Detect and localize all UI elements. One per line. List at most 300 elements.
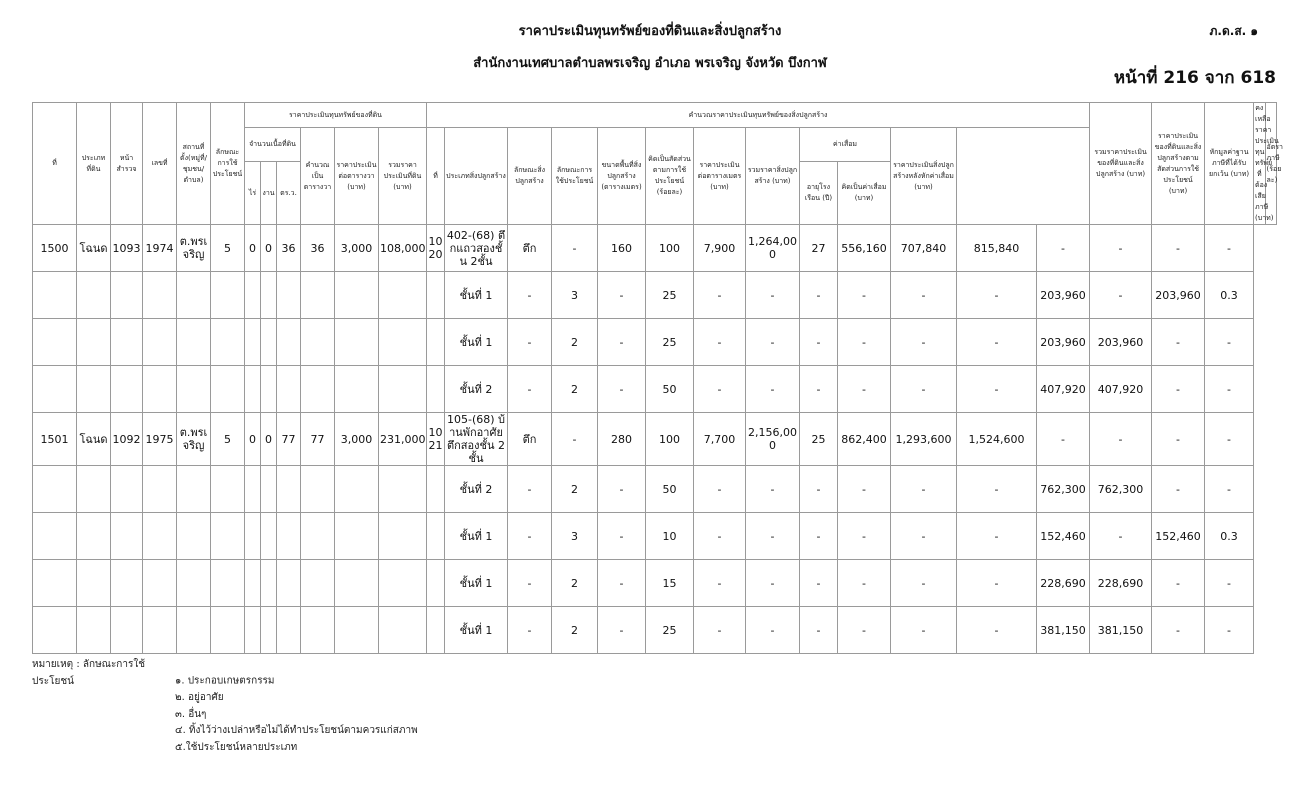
cell-exemption: 203,960 [1090,319,1152,366]
cell-age: - [800,560,838,607]
cell-b-area: 160 [598,225,646,272]
col-building-after-dep: ราคาประเมินสิ่งปลูกสร้างหลังหักค่าเสื่อม (บาท) [891,128,957,225]
cell-sum-all: - [957,466,1037,513]
cell-b-ratio: 50 [646,366,694,413]
cell-b-price-sqm: 7,700 [694,413,746,466]
cell-sum-ratio: 381,150 [1037,607,1090,654]
cell-age: - [800,319,838,366]
cell-rai [245,466,261,513]
cell-b-no: 1020 [427,225,445,272]
cell-b-type: 105-(68) บ้านพักอาศัยตึกสองชั้น 2ชั้น [445,413,508,466]
cell-b-ratio: 15 [646,560,694,607]
col-price-per-wa: ราคาประเมินต่อตารางวา (บาท) [335,128,379,225]
cell-sum-ratio: 228,690 [1037,560,1090,607]
cell-dep-value: 556,160 [838,225,891,272]
table-row [33,607,1277,654]
cell-usage [211,319,245,366]
cell-b-price-sqm: - [694,319,746,366]
cell-land-total: 108,000 [379,225,427,272]
cell-b-area: - [598,607,646,654]
cell-tax-rate: - [1205,413,1254,466]
cell-no [33,513,77,560]
cell-b-price-sqm: - [694,272,746,319]
cell-sum-ratio: 762,300 [1037,466,1090,513]
cell-land-total [379,607,427,654]
cell-land-total [379,560,427,607]
cell-sum-all: 815,840 [957,225,1037,272]
cell-price-per-wa [335,513,379,560]
cell-taxable: 203,960 [1152,272,1205,319]
cell-wa [277,466,301,513]
cell-b-total: - [746,607,800,654]
cell-exemption: 381,150 [1090,607,1152,654]
cell-number [143,560,177,607]
cell-ngan [261,272,277,319]
cell-exemption: 762,300 [1090,466,1152,513]
cell-number [143,272,177,319]
cell-sum-ratio: 152,460 [1037,513,1090,560]
cell-calc-wa: 36 [301,225,335,272]
cell-sum-all: - [957,366,1037,413]
cell-location [177,366,211,413]
cell-ngan: 0 [261,413,277,466]
cell-b-total: - [746,366,800,413]
cell-taxable: 152,460 [1152,513,1205,560]
col-wa: ตร.ว. [277,162,301,225]
cell-land-total [379,466,427,513]
cell-tax-rate: 0.3 [1205,272,1254,319]
cell-b-after-dep: - [891,513,957,560]
col-land-type: ประเภทที่ดิน [77,103,111,225]
cell-b-after-dep: 1,293,600 [891,413,957,466]
col-taxable: คงเหลือราคาประเมินทุนทรัพย์ที่ต้องเสียภาษี (บาท) [1254,103,1265,225]
col-building-type: ประเภทสิ่งปลูกสร้าง [445,128,508,225]
cell-age: - [800,366,838,413]
cell-b-kind: ตึก [508,225,552,272]
cell-price-per-wa: 3,000 [335,225,379,272]
cell-location [177,466,211,513]
cell-calc-wa [301,607,335,654]
cell-rai [245,560,261,607]
cell-exemption: 228,690 [1090,560,1152,607]
cell-b-area: - [598,513,646,560]
cell-usage [211,466,245,513]
cell-survey-page [111,366,143,413]
cell-b-type: ชั้นที่ 1 [445,272,508,319]
table-row [33,466,1277,513]
cell-wa [277,513,301,560]
cell-taxable: - [1152,319,1205,366]
cell-dep-value: - [838,319,891,366]
cell-b-after-dep: - [891,319,957,366]
cell-b-type: ชั้นที่ 1 [445,560,508,607]
cell-land-total [379,272,427,319]
col-building-kind: ลักษณะสิ่งปลูกสร้าง [508,128,552,225]
cell-wa: 36 [277,225,301,272]
cell-b-area: - [598,319,646,366]
cell-ngan [261,466,277,513]
col-no: ที่ [33,103,77,225]
cell-b-type: ชั้นที่ 1 [445,607,508,654]
cell-exemption: - [1090,513,1152,560]
cell-no [33,272,77,319]
cell-no: 1500 [33,225,77,272]
cell-ngan [261,366,277,413]
cell-land-type [77,319,111,366]
cell-b-after-dep: - [891,366,957,413]
cell-taxable: - [1152,466,1205,513]
cell-price-per-wa: 3,000 [335,413,379,466]
table-row [33,560,1277,607]
cell-usage [211,272,245,319]
cell-wa [277,272,301,319]
col-age: อายุโรงเรือน (ปี) [800,162,838,225]
cell-survey-page: 1093 [111,225,143,272]
cell-wa: 77 [277,413,301,466]
notes-section [32,657,418,756]
cell-land-total: 231,000 [379,413,427,466]
cell-age: 27 [800,225,838,272]
cell-age: - [800,607,838,654]
table-row [33,366,1277,413]
cell-number [143,366,177,413]
cell-b-kind: - [508,560,552,607]
cell-sum-all: - [957,607,1037,654]
cell-b-area: 280 [598,413,646,466]
cell-b-ratio: 100 [646,413,694,466]
cell-survey-page [111,272,143,319]
cell-b-price-sqm: - [694,560,746,607]
cell-b-area: - [598,272,646,319]
cell-land-type [77,560,111,607]
cell-calc-wa [301,560,335,607]
cell-survey-page [111,466,143,513]
cell-land-type [77,607,111,654]
cell-land-type [77,513,111,560]
cell-survey-page: 1092 [111,413,143,466]
cell-sum-ratio: - [1037,225,1090,272]
cell-taxable: - [1152,560,1205,607]
col-exemption: หักมูลค่าฐานภาษีที่ได้รับยกเว้น (บาท) [1205,103,1254,225]
cell-b-usage: 2 [552,366,598,413]
cell-usage [211,560,245,607]
cell-land-type: โฉนด [77,413,111,466]
cell-land-total [379,366,427,413]
cell-b-no [427,366,445,413]
cell-taxable: - [1152,607,1205,654]
cell-number [143,607,177,654]
cell-b-no [427,466,445,513]
cell-number [143,466,177,513]
cell-b-usage: 2 [552,560,598,607]
cell-land-type [77,366,111,413]
table-row [33,319,1277,366]
cell-b-total: - [746,513,800,560]
cell-no [33,607,77,654]
cell-location [177,560,211,607]
cell-rai [245,272,261,319]
cell-usage: 5 [211,413,245,466]
cell-wa [277,560,301,607]
cell-b-area: - [598,366,646,413]
cell-b-price-sqm: - [694,466,746,513]
cell-wa [277,607,301,654]
cell-land-type: โฉนด [77,225,111,272]
col-number: เลขที่ [143,103,177,225]
cell-number [143,319,177,366]
cell-no [33,366,77,413]
cell-b-price-sqm: 7,900 [694,225,746,272]
cell-b-price-sqm: - [694,607,746,654]
cell-price-per-wa [335,319,379,366]
cell-age: - [800,513,838,560]
cell-b-type: 402-(68) ตึกแถวสองชั้น 2ชั้น [445,225,508,272]
cell-b-kind: - [508,466,552,513]
cell-price-per-wa [335,560,379,607]
cell-b-no [427,607,445,654]
cell-age: 25 [800,413,838,466]
cell-dep-value: - [838,607,891,654]
cell-ngan [261,319,277,366]
cell-b-total: 1,264,000 [746,225,800,272]
cell-b-after-dep: - [891,466,957,513]
cell-b-area: - [598,560,646,607]
cell-location: ต.พรเจริญ [177,413,211,466]
cell-rai: 0 [245,413,261,466]
cell-dep-value: - [838,366,891,413]
cell-location [177,319,211,366]
cell-calc-wa [301,272,335,319]
cell-b-kind: - [508,513,552,560]
cell-usage [211,513,245,560]
cell-b-price-sqm: - [694,513,746,560]
col-building-area: ขนาดพื้นที่สิ่งปลูกสร้าง (ตารางเมตร) [598,128,646,225]
cell-taxable: - [1152,413,1205,466]
note-item: ๑. ประกอบเกษตรกรรม [175,675,275,687]
cell-age: - [800,272,838,319]
cell-b-kind: ตึก [508,413,552,466]
cell-ngan [261,560,277,607]
col-rai: ไร่ [245,162,261,225]
cell-usage: 5 [211,225,245,272]
col-tax-rate: อัตราภาษี (ร้อยละ) [1265,103,1276,225]
group-depreciation: ค่าเสื่อม [800,128,891,162]
cell-location: ต.พรเจริญ [177,225,211,272]
table-row [33,513,1277,560]
cell-b-usage: - [552,225,598,272]
table-row [33,272,1277,319]
cell-dep-value: - [838,560,891,607]
cell-sum-ratio: 203,960 [1037,272,1090,319]
cell-dep-value: 862,400 [838,413,891,466]
cell-sum-ratio: 407,920 [1037,366,1090,413]
cell-calc-wa [301,319,335,366]
cell-b-area: - [598,466,646,513]
col-dep-value: คิดเป็นค่าเสื่อม (บาท) [838,162,891,225]
cell-b-ratio: 25 [646,607,694,654]
cell-b-total: - [746,560,800,607]
cell-sum-all: - [957,319,1037,366]
cell-dep-value: - [838,272,891,319]
cell-b-type: ชั้นที่ 2 [445,466,508,513]
col-sum-ratio: ราคาประเมินของที่ดินและสิ่งปลูกสร้างตามสัดส่วนการใช้ประโยชน์ (บาท) [1152,103,1205,225]
cell-rai: 0 [245,225,261,272]
cell-usage [211,607,245,654]
cell-b-total: - [746,466,800,513]
col-sum-all: รวมราคาประเมินของที่ดินและสิ่งปลูกสร้าง (บาท) [1090,103,1152,225]
col-land-total: รวมราคาประเมินที่ดิน (บาท) [379,128,427,225]
cell-tax-rate: - [1205,366,1254,413]
col-building-total: รวมราคาสิ่งปลูกสร้าง (บาท) [746,128,800,225]
col-survey-page: หน้าสำรวจ [111,103,143,225]
cell-sum-ratio: 203,960 [1037,319,1090,366]
cell-b-ratio: 100 [646,225,694,272]
cell-price-per-wa [335,272,379,319]
cell-exemption: - [1090,272,1152,319]
group-land-assessment: ราคาประเมินทุนทรัพย์ของที่ดิน [245,103,427,128]
note-item: ๒. อยู่อาศัย [175,692,224,703]
cell-calc-wa [301,466,335,513]
group-building-assessment: คำนวณราคาประเมินทุนทรัพย์ของสิ่งปลูกสร้าง [427,103,1090,128]
cell-rai [245,607,261,654]
cell-b-type: ชั้นที่ 1 [445,513,508,560]
cell-ngan: 0 [261,225,277,272]
cell-ngan [261,513,277,560]
col-usage: ลักษณะการใช้ประโยชน์ [211,103,245,225]
notes-label: หมายเหตุ : ลักษณะการใช้ประโยชน์ [32,659,146,687]
cell-calc-wa [301,513,335,560]
cell-no [33,466,77,513]
cell-b-usage: 2 [552,607,598,654]
cell-tax-rate: - [1205,466,1254,513]
note-item: ๔. ทิ้งไว้ว่างเปล่าหรือไม่ได้ทำประโยชน์ตามควรแก่สภาพ [175,725,418,736]
document-title: ราคาประเมินทุนทรัพย์ของที่ดินและสิ่งปลูกสร้าง [518,24,782,39]
cell-exemption: 407,920 [1090,366,1152,413]
cell-calc-wa: 77 [301,413,335,466]
cell-dep-value: - [838,466,891,513]
col-building-usage: ลักษณะการใช้ประโยชน์ [552,128,598,225]
cell-survey-page [111,513,143,560]
group-land-area: จำนวนเนื้อที่ดิน [245,128,301,162]
cell-b-type: ชั้นที่ 2 [445,366,508,413]
cell-tax-rate: - [1205,607,1254,654]
cell-rai [245,319,261,366]
document-subtitle: สำนักงานเทศบาลตำบลพรเจริญ อำเภอ พรเจริญ จังหวัด บึงกาฬ [473,56,827,71]
cell-b-ratio: 25 [646,319,694,366]
cell-land-type [77,272,111,319]
cell-location [177,607,211,654]
cell-tax-rate: - [1205,560,1254,607]
cell-land-type [77,466,111,513]
cell-no: 1501 [33,413,77,466]
cell-sum-ratio: - [1037,413,1090,466]
col-location: สถานที่ตั้ง(หมู่ที่/ชุมชน/ตำบล) [177,103,211,225]
cell-dep-value: - [838,513,891,560]
cell-sum-all: - [957,272,1037,319]
col-building-ratio: คิดเป็นสัดส่วนตามการใช้ประโยชน์ (ร้อยละ) [646,128,694,225]
cell-ngan [261,607,277,654]
cell-rai [245,366,261,413]
note-item: ๓. อื่นๆ [175,708,207,720]
cell-sum-all: 1,524,600 [957,413,1037,466]
cell-b-no [427,560,445,607]
cell-price-per-wa [335,607,379,654]
cell-no [33,560,77,607]
cell-land-total [379,319,427,366]
cell-b-after-dep: 707,840 [891,225,957,272]
cell-wa [277,366,301,413]
cell-location [177,272,211,319]
cell-number: 1974 [143,225,177,272]
cell-b-ratio: 10 [646,513,694,560]
cell-taxable: - [1152,225,1205,272]
cell-survey-page [111,319,143,366]
cell-b-total: - [746,272,800,319]
table-row [33,225,1277,272]
cell-b-kind: - [508,319,552,366]
cell-b-after-dep: - [891,272,957,319]
cell-b-kind: - [508,366,552,413]
cell-taxable: - [1152,366,1205,413]
cell-location [177,513,211,560]
cell-tax-rate: - [1205,319,1254,366]
cell-b-usage: - [552,413,598,466]
cell-sum-all: - [957,513,1037,560]
cell-price-per-wa [335,366,379,413]
cell-b-usage: 3 [552,272,598,319]
cell-age: - [800,466,838,513]
cell-b-usage: 2 [552,319,598,366]
cell-usage [211,366,245,413]
cell-tax-rate: - [1205,225,1254,272]
cell-survey-page [111,607,143,654]
cell-tax-rate: 0.3 [1205,513,1254,560]
cell-no [33,319,77,366]
cell-calc-wa [301,366,335,413]
cell-number: 1975 [143,413,177,466]
cell-b-price-sqm: - [694,366,746,413]
cell-wa [277,319,301,366]
cell-rai [245,513,261,560]
cell-b-no: 1021 [427,413,445,466]
cell-exemption: - [1090,413,1152,466]
table-body [33,225,1277,654]
cell-b-kind: - [508,607,552,654]
col-building-no: ที่ [427,128,445,225]
cell-price-per-wa [335,466,379,513]
cell-b-kind: - [508,272,552,319]
cell-number [143,513,177,560]
cell-land-total [379,513,427,560]
cell-exemption: - [1090,225,1152,272]
cell-b-total: 2,156,000 [746,413,800,466]
cell-b-ratio: 25 [646,272,694,319]
col-ngan: งาน [261,162,277,225]
cell-b-ratio: 50 [646,466,694,513]
cell-b-usage: 2 [552,466,598,513]
cell-b-no [427,272,445,319]
assessment-table [32,102,1283,654]
cell-b-no [427,319,445,366]
note-item: ๕.ใช้ประโยชน์หลายประเภท [175,741,298,753]
cell-b-no [427,513,445,560]
cell-b-total: - [746,319,800,366]
cell-b-after-dep: - [891,607,957,654]
cell-b-usage: 3 [552,513,598,560]
col-calc-wa: คำนวณเป็นตารางวา [301,128,335,225]
cell-sum-all: - [957,560,1037,607]
cell-b-after-dep: - [891,560,957,607]
